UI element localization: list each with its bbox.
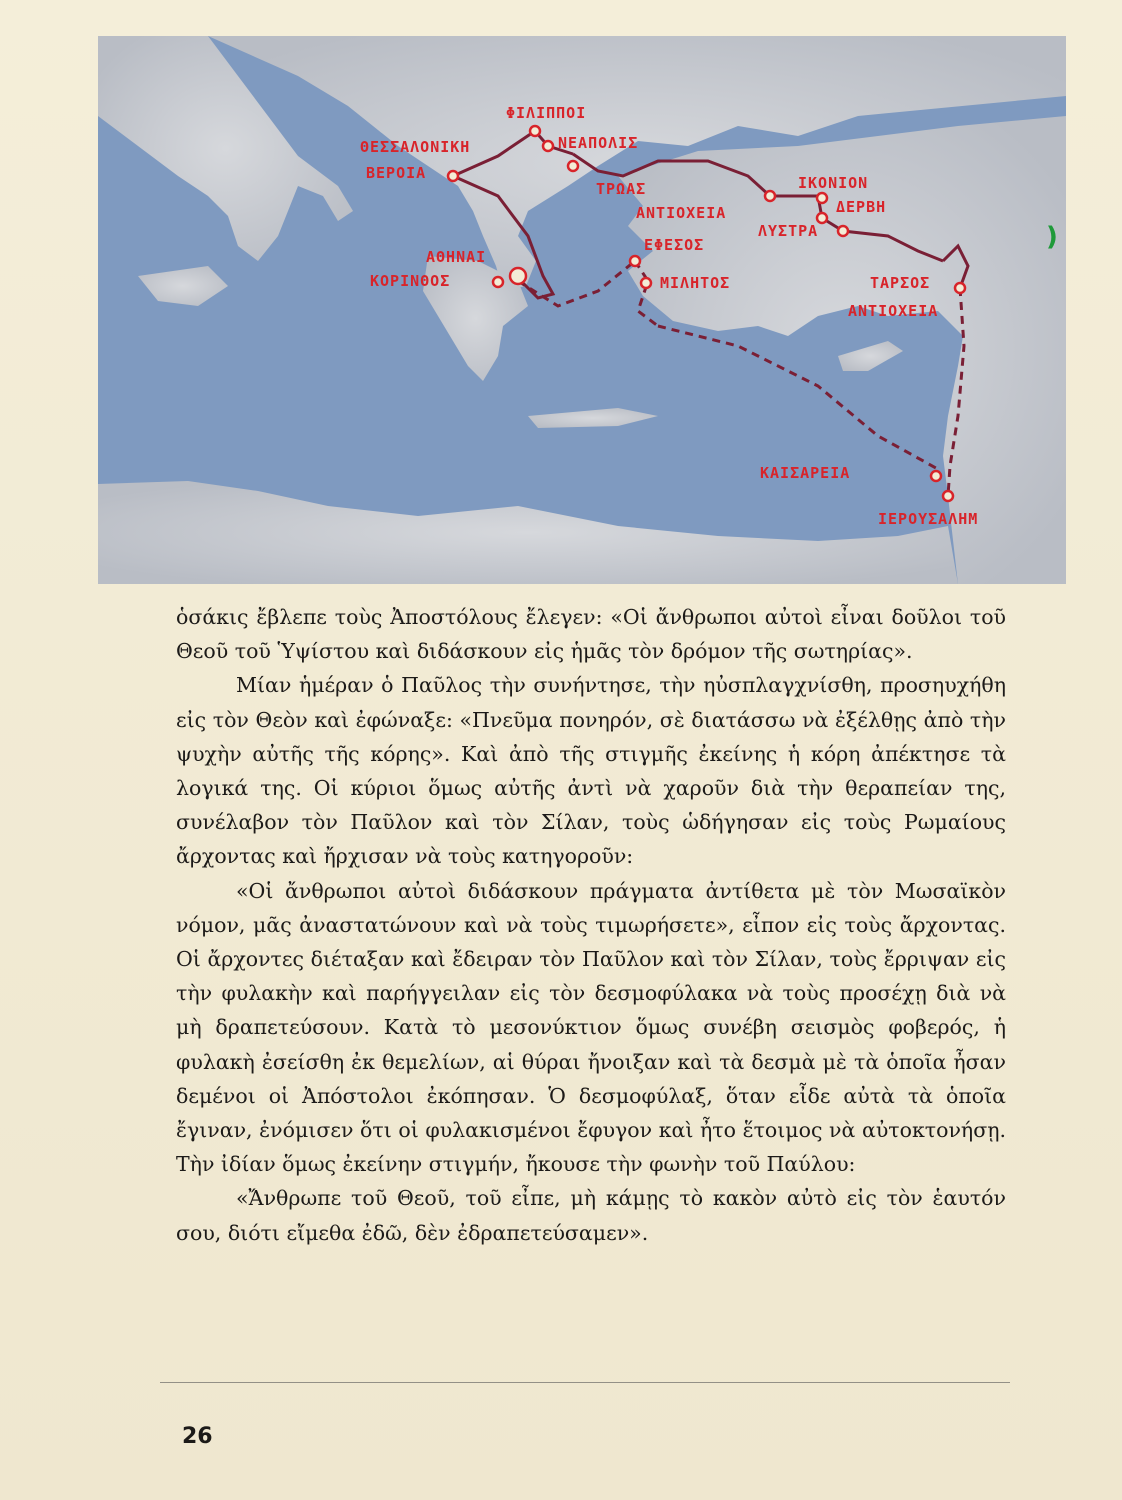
- paragraph: Μίαν ἡμέραν ὁ Παῦλος τὴν συνήντησε, τὴν ηὐσπλαγχνίσθη, προσηυχήθη εἰς τὸν Θεὸν καὶ ἐφώναξε: «Πνεῦμα πονηρόν, σὲ διατάσσω νὰ ἐξέλθῃς ἀπὸ τὴν ψυχὴν αὐτῆς τῆς κόρης». Καὶ ἀπὸ τῆς στιγμῆς ἐκείνης ἡ κόρη ἀπέκτησε τὰ λογικά της. Οἱ κύριοι ὅμως αὐτῆς ἀντὶ νὰ χαροῦν διὰ τὴν θεραπείαν της, συνέλαβον τὸν Παῦλον καὶ τὸν Σίλαν, τοὺς ὡδήγησαν εἰς τοὺς Ρωμαίους ἄρχοντας καὶ ἤρχισαν νὰ τοὺς κατηγοροῦν:: [176, 673, 1006, 869]
- paragraph: ὁσάκις ἔβλεπε τοὺς Ἀποστόλους ἔλεγεν: «Οἱ ἄνθρωποι αὐτοὶ εἶναι δοῦλοι τοῦ Θεοῦ τοῦ Ὑψίστου καὶ διδάσκουν εἰς ἡμᾶς τὸν δρόμον τῆς σωτηρίας».: [176, 605, 1006, 664]
- marker-filippoi: [530, 126, 540, 136]
- paragraph: «Ἄνθρωπε τοῦ Θεοῦ, τοῦ εἶπε, μὴ κάμῃς τὸ κακὸν αὐτὸ εἰς τὸν ἑαυτόν σου, διότι εἴμεθα ἐδῶ, δὲν ἐδραπετεύσαμεν».: [176, 1186, 1006, 1245]
- marker-neapolis: [543, 141, 553, 151]
- label-athinai: ΑΘΗΝΑΙ: [426, 248, 487, 266]
- label-kaisareia: ΚΑΙΣΑΡΕΙΑ: [760, 464, 851, 482]
- marker-miletos: [641, 278, 651, 288]
- label-tarsos: ΤΑΡΣΟΣ: [870, 274, 931, 292]
- page-number: 26: [182, 1424, 213, 1449]
- body-text: [176, 600, 1006, 1250]
- marker-efesos: [630, 256, 640, 266]
- bottom-rule: [160, 1382, 1010, 1383]
- marker-ierousalim: [943, 491, 953, 501]
- marker-kaisareia: [931, 471, 941, 481]
- marker-ikonion: [817, 193, 827, 203]
- marker-dervi: [817, 213, 827, 223]
- paragraph: «Οἱ ἄνθρωποι αὐτοὶ διδάσκουν πράγματα ἀντίθετα μὲ τὸν Μωσαϊκὸν νόμον, μᾶς ἀναστατώνουν καὶ νὰ τοὺς τιμωρήσετε», εἶπον εἰς τοὺς ἄρχοντας. Οἱ ἄρχοντες διέταξαν καὶ ἔδειραν τὸν Παῦλον καὶ τὸν Σίλαν, τοὺς ἔρριψαν εἰς τὴν φυλακὴν καὶ παρήγγειλαν εἰς τὸν δεσμοφύλακα νὰ τοὺς προσέχῃ διὰ νὰ μὴ δραπετεύσουν. Κατὰ τὸ μεσονύκτιον ὅμως συνέβη σεισμὸς φοβερός, ἡ φυλακὴ ἐσείσθη ἐκ θεμελίων, αἱ θύραι ἤνοιξαν καὶ τὰ δεσμὰ μὲ τὰ ὁποῖα ἦσαν δεμένοι οἱ Ἀπόστολοι ἐκόπησαν. Ὁ δεσμοφύλαξ, ὅταν εἶδε αὐτὰ τὰ ὁποῖα ἔγιναν, ἐνόμισεν ὅτι οἱ φυλακισμένοι ἔφυγον καὶ ἦτο ἕτοιμος νὰ αὐτοκτονήσῃ. Τὴν ἰδίαν ὅμως ἐκείνην στιγμήν, ἤκουσε τὴν φωνὴν τοῦ Παύλου:: [176, 878, 1006, 1177]
- label-efesos: ΕΦΕΣΟΣ: [644, 236, 705, 254]
- label-miletos: ΜΙΛΗΤΟΣ: [660, 274, 731, 292]
- label-ierousalim: ΙΕΡΟΥΣΑΛΗΜ: [878, 510, 979, 528]
- marker-veroia: [448, 171, 458, 181]
- label-thessaloniki: ΘΕΣΣΑΛΟΝΙΚΗ: [360, 138, 471, 156]
- route-map: [98, 36, 1066, 584]
- map-svg: [98, 36, 1066, 584]
- label-korinthos: ΚΟΡΙΝΘΟΣ: [370, 272, 451, 290]
- marker-troas: [568, 161, 578, 171]
- marker-korinthos: [493, 277, 503, 287]
- label-dervi: ΔΕΡΒΗ: [836, 198, 887, 216]
- margin-mark: ): [1046, 222, 1058, 252]
- label-filippoi: ΦΙΛΙΠΠΟΙ: [506, 104, 587, 122]
- label-lystra: ΛΥΣΤΡΑ: [758, 222, 819, 240]
- marker-lystra: [838, 226, 848, 236]
- label-troas: ΤΡΩΑΣ: [596, 180, 647, 198]
- label-antiocheia-syria: ΑΝΤΙΟΧΕΙΑ: [848, 302, 939, 320]
- marker-athinai: [510, 268, 526, 284]
- label-ikonion: ΙΚΟΝΙΟΝ: [798, 174, 869, 192]
- marker-tarsos: [955, 283, 965, 293]
- label-veroia: ΒΕΡΟΙΑ: [366, 164, 427, 182]
- label-neapolis: ΝΕΑΠΟΛΙΣ: [558, 134, 639, 152]
- marker-antiocheia-pisidia: [765, 191, 775, 201]
- label-antiocheia-pisidia: ΑΝΤΙΟΧΕΙΑ: [636, 204, 727, 222]
